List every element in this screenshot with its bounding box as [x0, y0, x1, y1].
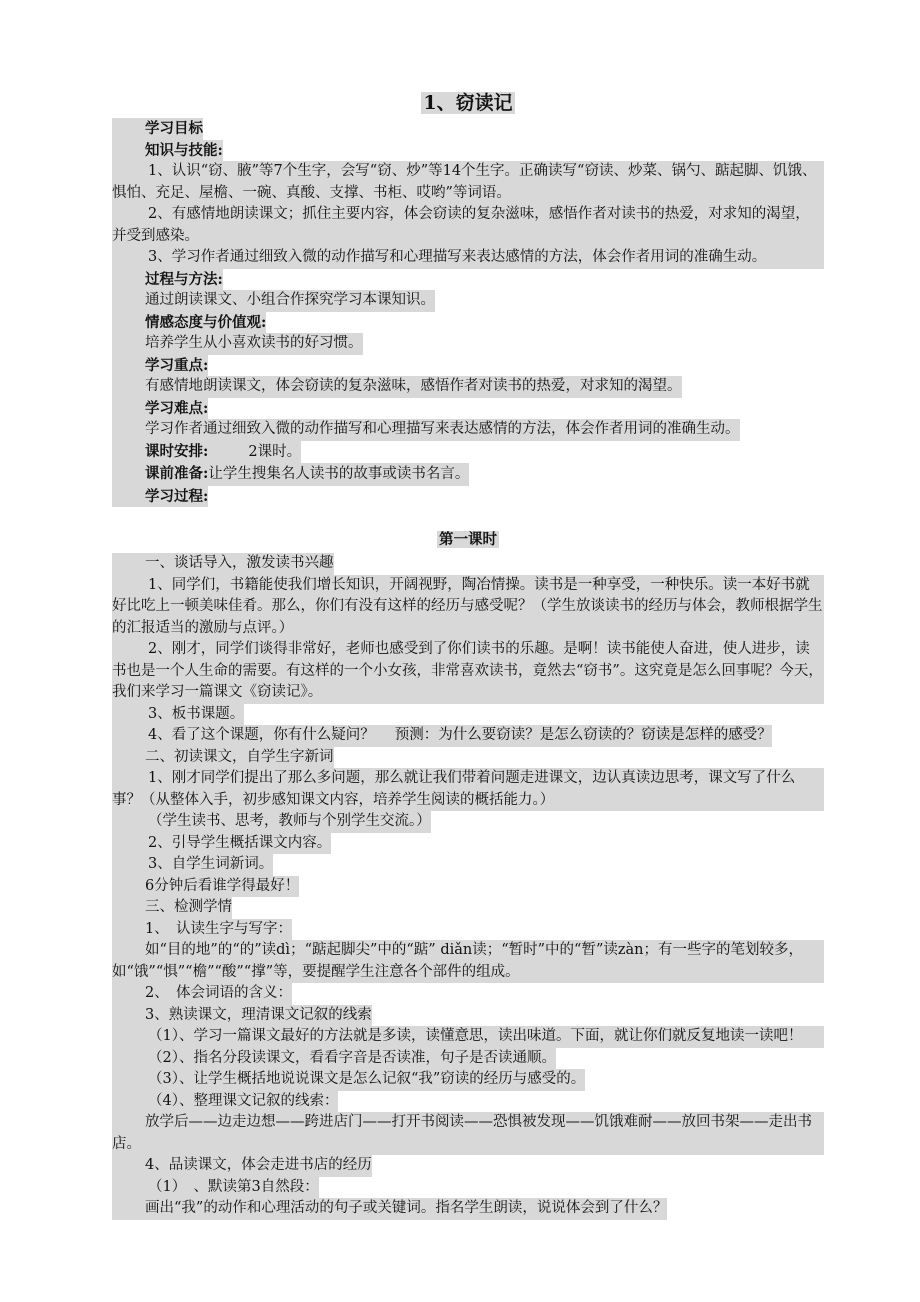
- section-2-title: 二、初读课文，自学生字新词: [112, 747, 334, 769]
- section-1-title: 一、谈话导入，激发读书兴趣: [112, 553, 334, 575]
- difficulty-text: 学习作者通过细致入微的动作描写和心理描写来表达感情的方法，体会作者用词的准确生动。: [112, 419, 740, 441]
- section-1-para-2: 2、刚才，同学们谈得非常好，老师也感受到了你们读书的乐趣。是啊！读书能使人奋进，使人进步，读书也是一个人生命的需要。有这样的一个小女孩，非常喜欢读书，竟然去“窃书”。这究竟是怎么回事呢？今天，我们来学习一篇课文《窃读记》。: [112, 639, 824, 704]
- difficulty-heading: 学习难点:: [112, 398, 208, 420]
- section-1-para-1: 1、同学们，书籍能使我们增长知识，开阔视野，陶冶情操。读书是一种享受，一种快乐。读一本好书就好比吃上一顿美味佳肴。那么，你们有没有这样的经历与感受呢？（学生放谈读书的经历与体会，教师根据学生的汇报适当的激励与点评。）: [112, 575, 824, 640]
- section-2-para-4: 6分钟后看谁学得最好！: [112, 876, 299, 898]
- section-3-item-1: 1、 认读生字与写字：: [112, 919, 292, 941]
- schedule-line: [112, 441, 301, 464]
- section-3-q4b: 放学后——边走边想——跨进店门——打开书阅读——恐惧被发现——饥饿难耐——放回书架——走出书店。: [112, 1112, 824, 1155]
- section-2-para-3: 3、自学生词新词。: [112, 854, 273, 876]
- section-4-q1b: 画出“我”的动作和心理活动的句子或关键词。指名学生朗读，说说体会到了什么？: [112, 1198, 667, 1220]
- section-2-para-1: 1、刚才同学们提出了那么多问题，那么就让我们带着问题走进课文，边认真读边思考，课文写了什么事？（从整体入手，初步感知课文内容，培养学生阅读的概括能力。）: [112, 768, 824, 811]
- section-3-q1: （1）、学习一篇课文最好的方法就是多读，读懂意思，读出味道。下面，就让你们就反复地读一读吧！: [112, 1026, 824, 1048]
- page-title: 1、窃读记: [423, 92, 513, 114]
- focus-heading: 学习重点:: [112, 355, 208, 377]
- lesson-heading: 第一课时: [439, 531, 497, 548]
- section-3-item-2: 2、 体会词语的含义：: [112, 983, 292, 1005]
- section-1-para-4: 4、看了这个课题，你有什么疑问？ 预测：为什么要窃读？是怎么窃读的？窃读是怎样的感受？: [112, 725, 772, 747]
- prep-label: 课前准备:: [145, 465, 209, 482]
- section-3-item-1b: 如“目的地”的“的”读dì；“踮起脚尖”中的“踮” diǎn读；“暂时”中的“暂”读zàn；有一些字的笔划较多，如“饿”“惧”“檐”“酸”“撑”等，要提醒学生注意各个部件的组成。: [112, 940, 824, 983]
- section-3-q3: （3）、让学生概括地说说课文是怎么记叙“我”窃读的经历与感受的。: [112, 1069, 585, 1091]
- knowledge-heading: 知识与技能:: [112, 140, 223, 162]
- knowledge-item-1: 1、认识“窃、腋”等7个生字，会写“窃、炒”等14个生字。正确读写“窃读、炒菜、锅勺、踮起脚、饥饿、惧怕、充足、屋檐、一碗、真酸、支撑、书柜、哎哟”等词语。: [112, 161, 824, 204]
- focus-text: 有感情地朗读课文，体会窃读的复杂滋味，感悟作者对读书的热爱，对求知的渴望。: [112, 376, 682, 398]
- document-body: [112, 88, 824, 1220]
- section-3-title: 三、检测学情: [112, 897, 232, 919]
- section-3-q4: （4）、整理课文记叙的线索：: [112, 1091, 338, 1113]
- process-text: 通过朗读课文、小组合作探究学习本课知识。: [112, 290, 435, 312]
- goals-heading: 学习目标: [112, 118, 203, 140]
- prep-value: 让学生搜集名人读书的故事或读书名言。: [208, 466, 470, 482]
- schedule-label: 课时安排:: [145, 442, 209, 460]
- section-1-para-3: 3、板书课题。: [112, 704, 244, 726]
- section-2-para-1b: （学生读书、思考，教师与个别学生交流。）: [112, 811, 431, 833]
- section-4-title: 4、品读课文，体会走进书店的经历: [112, 1155, 372, 1177]
- learning-process-heading: 学习过程:: [112, 486, 208, 508]
- section-3-q2: （2）、指名分段读课文，看看字音是否读准，句子是否读通顺。: [112, 1048, 556, 1070]
- schedule-value: 2课时。: [248, 443, 302, 460]
- emotion-text: 培养学生从小喜欢读书的好习惯。: [112, 333, 363, 355]
- section-2-para-2: 2、引导学生概括课文内容。: [112, 833, 331, 855]
- section-3-item-3: 3、熟读课文，理清课文记叙的线索: [112, 1005, 372, 1027]
- prep-line: [112, 463, 469, 486]
- emotion-heading: 情感态度与价值观:: [112, 312, 266, 334]
- knowledge-item-2: 2、有感情地朗读课文；抓住主要内容，体会窃读的复杂滋味，感悟作者对读书的热爱，对求知的渴望，并受到感染。: [112, 204, 824, 247]
- process-heading: 过程与方法:: [112, 269, 223, 291]
- knowledge-item-3: 3、学习作者通过细致入微的动作描写和心理描写来表达感情的方法，体会作者用词的准确生动。: [112, 247, 824, 269]
- section-4-q1: （1） 、默读第3自然段：: [112, 1177, 319, 1199]
